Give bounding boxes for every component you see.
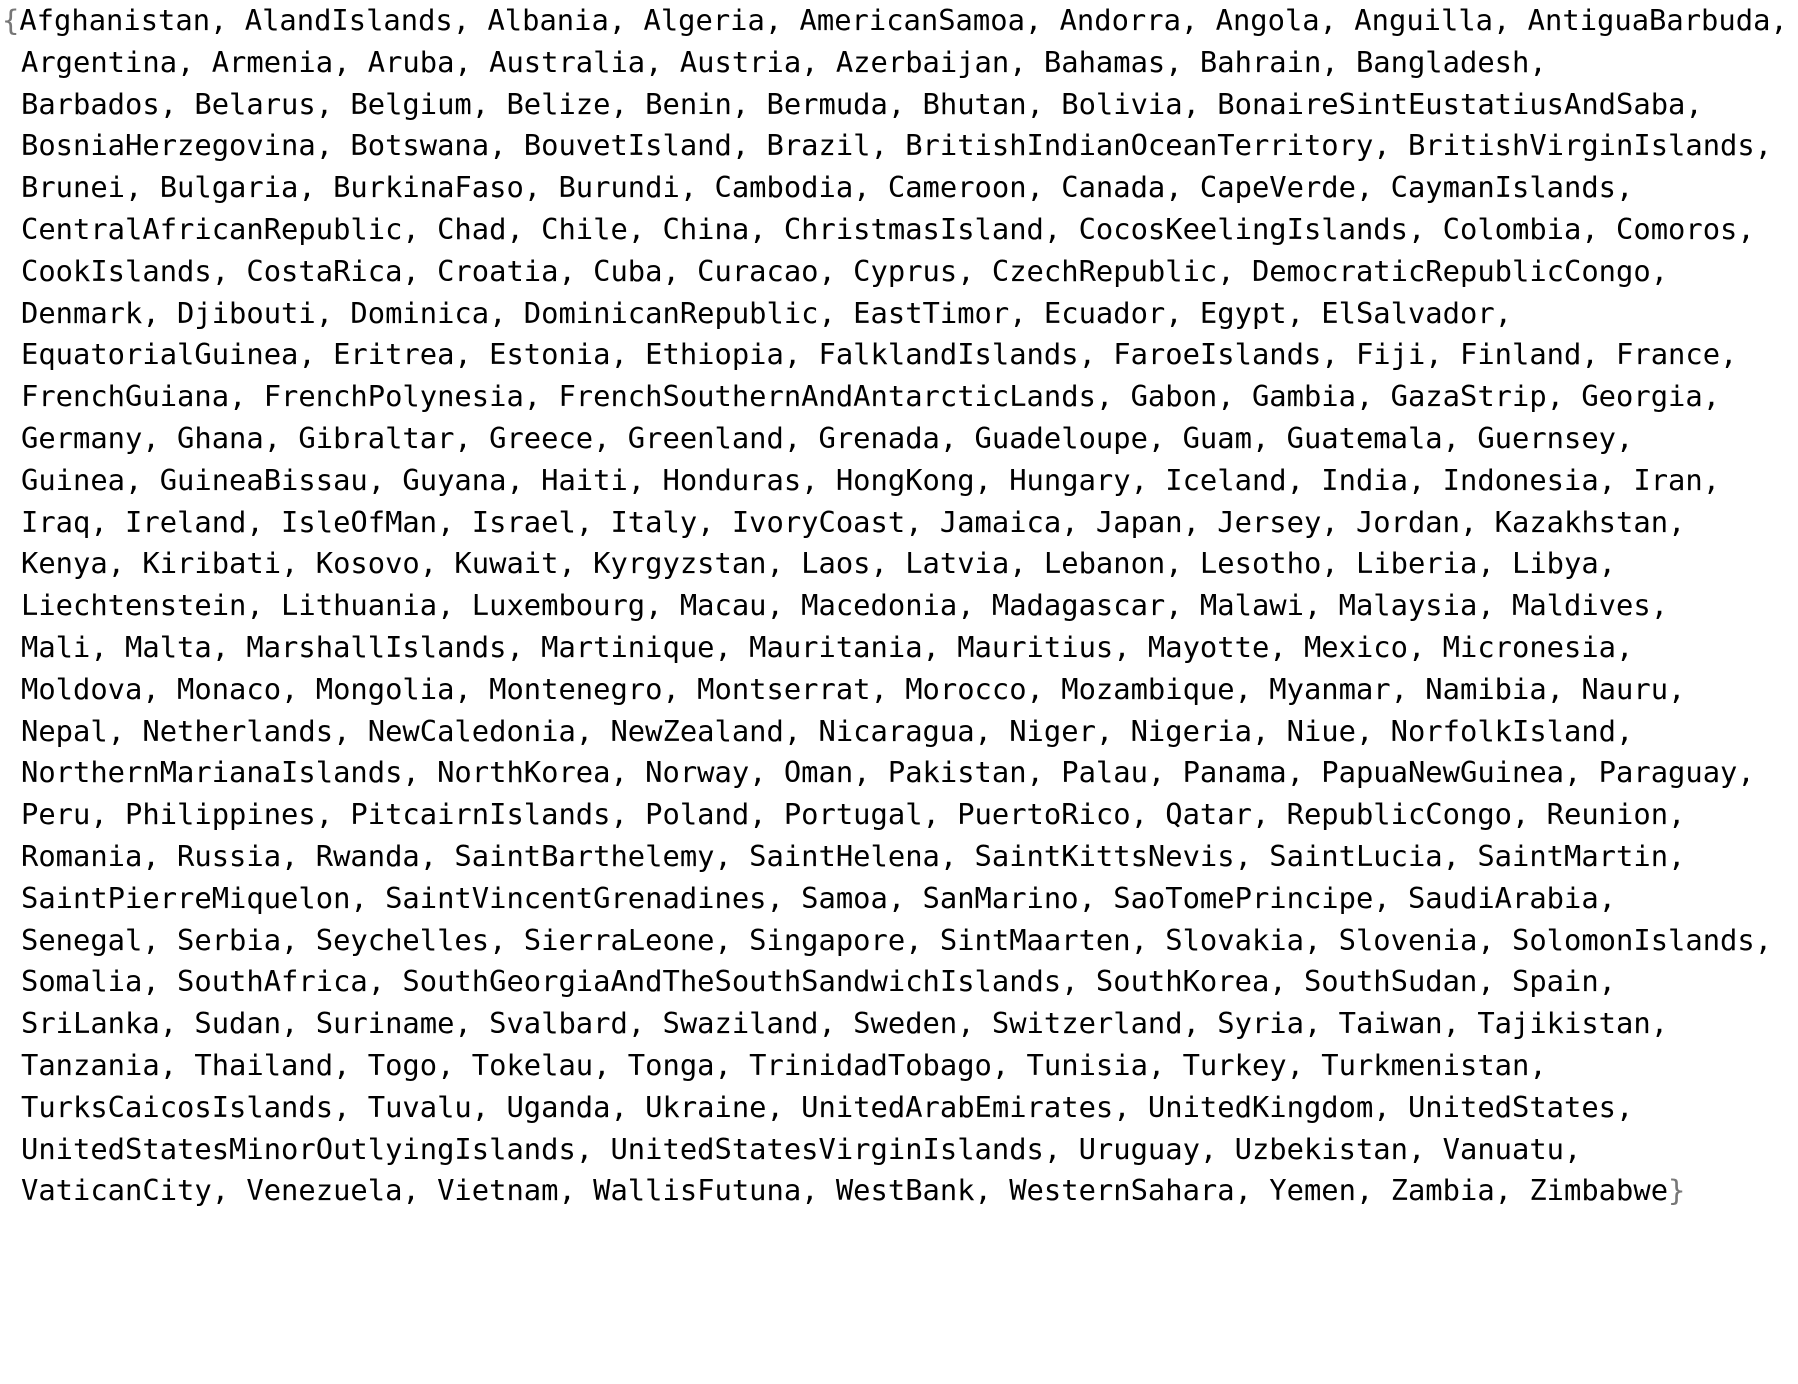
list-line-text: CookIslands, CostaRica, Croatia, Cuba, Curacao, Cyprus, CzechRepublic, DemocraticRepublicCongo, <box>21 253 1669 288</box>
list-line <box>2 209 1755 249</box>
list-line-text: Mali, Malta, MarshallIslands, Martinique, Mauritania, Mauritius, Mayotte, Mexico, Micronesia, <box>21 630 1634 664</box>
list-line-text: Liechtenstein, Lithuania, Luxembourg, Macau, Macedonia, Madagascar, Malawi, Malaysia, Maldives, <box>21 588 1669 623</box>
list-line <box>2 1003 1668 1043</box>
list-line <box>2 167 1633 207</box>
list-line-text: FrenchGuiana, FrenchPolynesia, FrenchSouthernAndAntarcticLands, Gabon, Gambia, GazaStrip, Georgia, <box>21 379 1721 414</box>
list-line <box>2 836 1685 876</box>
list-line-text: SriLanka, Sudan, Suriname, Svalbard, Swaziland, Sweden, Switzerland, Syria, Taiwan, Tajikistan, <box>21 1006 1669 1041</box>
list-line <box>2 585 1668 625</box>
list-line-text: Peru, Philippines, PitcairnIslands, Poland, Portugal, PuertoRico, Qatar, RepublicCongo, Reunion, <box>21 797 1686 832</box>
list-line <box>2 125 1772 165</box>
list-line <box>2 42 1547 82</box>
list-line-text: Germany, Ghana, Gibraltar, Greece, Greenland, Grenada, Guadeloupe, Guam, Guatemala, Guernsey, <box>21 421 1634 455</box>
list-line <box>2 878 1616 918</box>
list-line <box>2 418 1633 458</box>
list-line-text: Kenya, Kiribati, Kosovo, Kuwait, Kyrgyzstan, Laos, Latvia, Lebanon, Lesotho, Liberia, Libya, <box>21 546 1617 581</box>
list-line-text: VaticanCity, Venezuela, Vietnam, WallisFutuna, WestBank, WesternSahara, Yemen, Zambia, Zimbabwe <box>21 1173 1669 1208</box>
list-line-text: Barbados, Belarus, Belgium, Belize, Benin, Bermuda, Bhutan, Bolivia, BonaireSintEustatiusAndSaba, <box>21 86 1703 121</box>
list-line-text: NorthernMarianaIslands, NorthKorea, Norway, Oman, Pakistan, Palau, Panama, PapuaNewGuinea, Paraguay, <box>21 755 1755 790</box>
list-line <box>2 794 1685 834</box>
list-line-text: Argentina, Armenia, Aruba, Australia, Austria, Azerbaijan, Bahamas, Bahrain, Bangladesh, <box>21 44 1547 79</box>
list-line <box>2 376 1720 416</box>
list-line-text: Somalia, SouthAfrica, SouthGeorgiaAndTheSouthSandwichIslands, SouthKorea, SouthSudan, Spain, <box>21 964 1617 999</box>
list-line-text: Moldova, Monaco, Mongolia, Montenegro, Montserrat, Morocco, Mozambique, Myanmar, Namibia, Nauru, <box>21 671 1686 706</box>
open-brace: { <box>2 3 20 37</box>
list-line-text: Tanzania, Thailand, Togo, Tokelau, Tonga, TrinidadTobago, Tunisia, Turkey, Turkmenistan, <box>21 1048 1547 1082</box>
list-line <box>2 1045 1547 1085</box>
list-line <box>2 920 1772 960</box>
list-line-text: Brunei, Bulgaria, BurkinaFaso, Burundi, Cambodia, Cameroon, Canada, CapeVerde, CaymanIslands, <box>21 170 1634 205</box>
list-line-text: Afghanistan, AlandIslands, Albania, Algeria, AmericanSamoa, Andorra, Angola, Anguilla, AntiguaBarbuda, <box>19 3 1788 37</box>
list-line-text: CentralAfricanRepublic, Chad, Chile, China, ChristmasIsland, CocosKeelingIslands, Colombia, Comoros, <box>21 212 1755 246</box>
list-line-text: UnitedStatesMinorOutlyingIslands, UnitedStatesVirginIslands, Uruguay, Uzbekistan, Vanuatu, <box>21 1131 1582 1166</box>
list-line-text: Senegal, Serbia, Seychelles, SierraLeone, Singapore, SintMaarten, Slovakia, Slovenia, SolomonIslands, <box>21 922 1773 957</box>
list-line <box>2 293 1512 333</box>
list-line <box>2 669 1685 709</box>
list-line-text: TurksCaicosIslands, Tuvalu, Uganda, Ukraine, UnitedArabEmirates, UnitedKingdom, UnitedStates, <box>21 1089 1634 1124</box>
list-line-text: Denmark, Djibouti, Dominica, DominicanRepublic, EastTimor, Ecuador, Egypt, ElSalvador, <box>21 295 1512 330</box>
list-line-text: BosniaHerzegovina, Botswana, BouvetIsland, Brazil, BritishIndianOceanTerritory, BritishVirginIslands, <box>21 128 1773 163</box>
list-line-text: Romania, Russia, Rwanda, SaintBarthelemy, SaintHelena, SaintKittsNevis, SaintLucia, SaintMartin, <box>21 839 1686 873</box>
list-line-text: Guinea, GuineaBissau, Guyana, Haiti, Honduras, HongKong, Hungary, Iceland, India, Indonesia, Iran, <box>21 462 1721 497</box>
list-line-text: SaintPierreMiquelon, SaintVincentGrenadines, Samoa, SanMarino, SaoTomePrincipe, SaudiArabia, <box>21 880 1617 915</box>
list-line-text: Nepal, Netherlands, NewCaledonia, NewZealand, Nicaragua, Niger, Nigeria, Niue, NorfolkIsland, <box>21 713 1634 748</box>
list-line <box>2 251 1668 291</box>
list-line <box>2 84 1703 124</box>
list-line <box>2 711 1633 751</box>
list-line <box>2 627 1633 667</box>
list-line <box>2 460 1720 500</box>
list-line <box>2 502 1685 542</box>
list-line <box>2 0 1788 40</box>
list-line <box>2 752 1755 792</box>
list-line <box>2 1087 1633 1127</box>
close-brace: } <box>1668 1173 1686 1208</box>
list-line <box>2 334 1737 374</box>
list-line <box>2 1170 1685 1210</box>
list-line-text: Iraq, Ireland, IsleOfMan, Israel, Italy, IvoryCoast, Jamaica, Japan, Jersey, Jordan, Kazakhstan, <box>21 504 1686 539</box>
list-line <box>2 961 1616 1001</box>
list-line <box>2 543 1616 583</box>
list-line-text: EquatorialGuinea, Eritrea, Estonia, Ethiopia, FalklandIslands, FaroeIslands, Fiji, Finland, France, <box>21 337 1738 372</box>
list-line <box>2 1129 1581 1169</box>
